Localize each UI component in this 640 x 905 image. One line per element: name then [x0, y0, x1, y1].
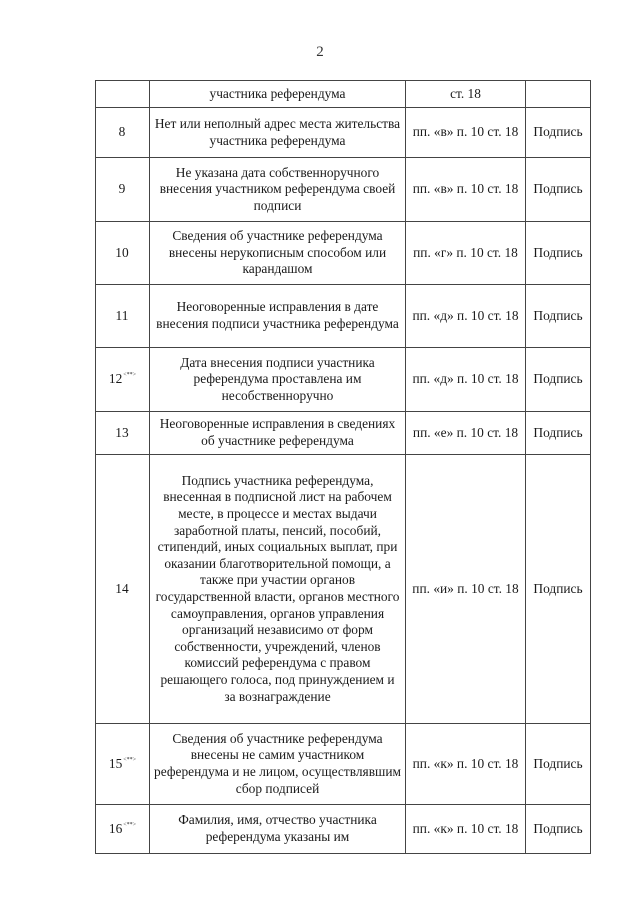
violation-description: Подпись участника референдума, внесенная в подписной лист на рабочем месте, в процессе и местах выдачи заработной платы, пенсий, пособий, стипендий, иных социальных выплат, при оказании благотворительной помощи, а также при участии органов государственной власти, органов местного самоуправления, органов управления организаций независимо от форм собственности, учреждений, членов комиссий референдума с правом решающего голоса, под принуждением и за вознаграждение	[150, 455, 406, 724]
row-number-text: 14	[115, 580, 129, 596]
row-number	[96, 285, 150, 348]
invalid-item: Подпись	[526, 285, 591, 348]
row-number	[96, 412, 150, 455]
row-number	[96, 455, 150, 724]
violation-description: Сведения об участнике референдума внесены не самим участником референдума и не лицом, осуществлявшим сбор подписей	[150, 724, 406, 805]
row-number-text: 9	[118, 181, 126, 197]
law-reference: ст. 18	[406, 81, 526, 108]
violation-description: Неоговоренные исправления в дате внесения подписи участника референдума	[150, 285, 406, 348]
invalid-item: Подпись	[526, 805, 591, 854]
violation-description: Нет или неполный адрес места жительства участника референдума	[150, 108, 406, 158]
row-number	[96, 222, 150, 285]
law-reference: пп. «в» п. 10 ст. 18	[406, 108, 526, 158]
law-reference: пп. «в» п. 10 ст. 18	[406, 158, 526, 222]
row-number-text: 13	[115, 424, 129, 440]
row-number	[96, 805, 150, 854]
row-number-text: 10	[115, 244, 129, 260]
violation-description: Неоговоренные исправления в сведениях об участнике референдума	[150, 412, 406, 455]
page-number: 2	[316, 44, 324, 60]
row-number	[96, 348, 150, 412]
row-number-text: 8	[118, 124, 126, 140]
table-row	[96, 81, 591, 108]
row-number	[96, 158, 150, 222]
violation-description: Фамилия, имя, отчество участника референдума указаны им	[150, 805, 406, 854]
law-reference: пп. «д» п. 10 ст. 18	[406, 285, 526, 348]
row-number	[96, 108, 150, 158]
law-reference: пп. «д» п. 10 ст. 18	[406, 348, 526, 412]
table-row	[96, 222, 591, 285]
invalid-item	[526, 81, 591, 108]
table-row	[96, 455, 591, 724]
invalid-item: Подпись	[526, 108, 591, 158]
footnote-mark: <**>	[123, 372, 137, 379]
invalid-item: Подпись	[526, 724, 591, 805]
footnote-mark: <**>	[123, 756, 137, 763]
invalid-item: Подпись	[526, 222, 591, 285]
row-number	[96, 724, 150, 805]
law-reference: пп. «к» п. 10 ст. 18	[406, 805, 526, 854]
law-reference: пп. «и» п. 10 ст. 18	[406, 455, 526, 724]
violation-description: Сведения об участнике референдума внесены нерукописным способом или карандашом	[150, 222, 406, 285]
table-row	[96, 348, 591, 412]
invalid-item: Подпись	[526, 412, 591, 455]
law-reference: пп. «г» п. 10 ст. 18	[406, 222, 526, 285]
signature-violations-table	[95, 80, 591, 854]
row-number-text: 11	[115, 307, 129, 323]
violation-description: Не указана дата собственноручного внесения участником референдума своей подписи	[150, 158, 406, 222]
table-row	[96, 285, 591, 348]
table-row	[96, 412, 591, 455]
law-reference: пп. «е» п. 10 ст. 18	[406, 412, 526, 455]
table-row	[96, 805, 591, 854]
footnote-mark: <**>	[123, 821, 137, 828]
row-number	[96, 81, 150, 108]
table-row	[96, 724, 591, 805]
law-reference: пп. «к» п. 10 ст. 18	[406, 724, 526, 805]
invalid-item: Подпись	[526, 348, 591, 412]
violation-description: участника референдума	[150, 81, 406, 108]
row-number-text: 16	[108, 820, 123, 836]
violation-description: Дата внесения подписи участника референдума проставлена им несобственноручно	[150, 348, 406, 412]
table-row	[96, 158, 591, 222]
row-number-text: 12	[108, 371, 123, 387]
invalid-item: Подпись	[526, 158, 591, 222]
invalid-item: Подпись	[526, 455, 591, 724]
table-row	[96, 108, 591, 158]
row-number-text: 15	[108, 755, 123, 771]
